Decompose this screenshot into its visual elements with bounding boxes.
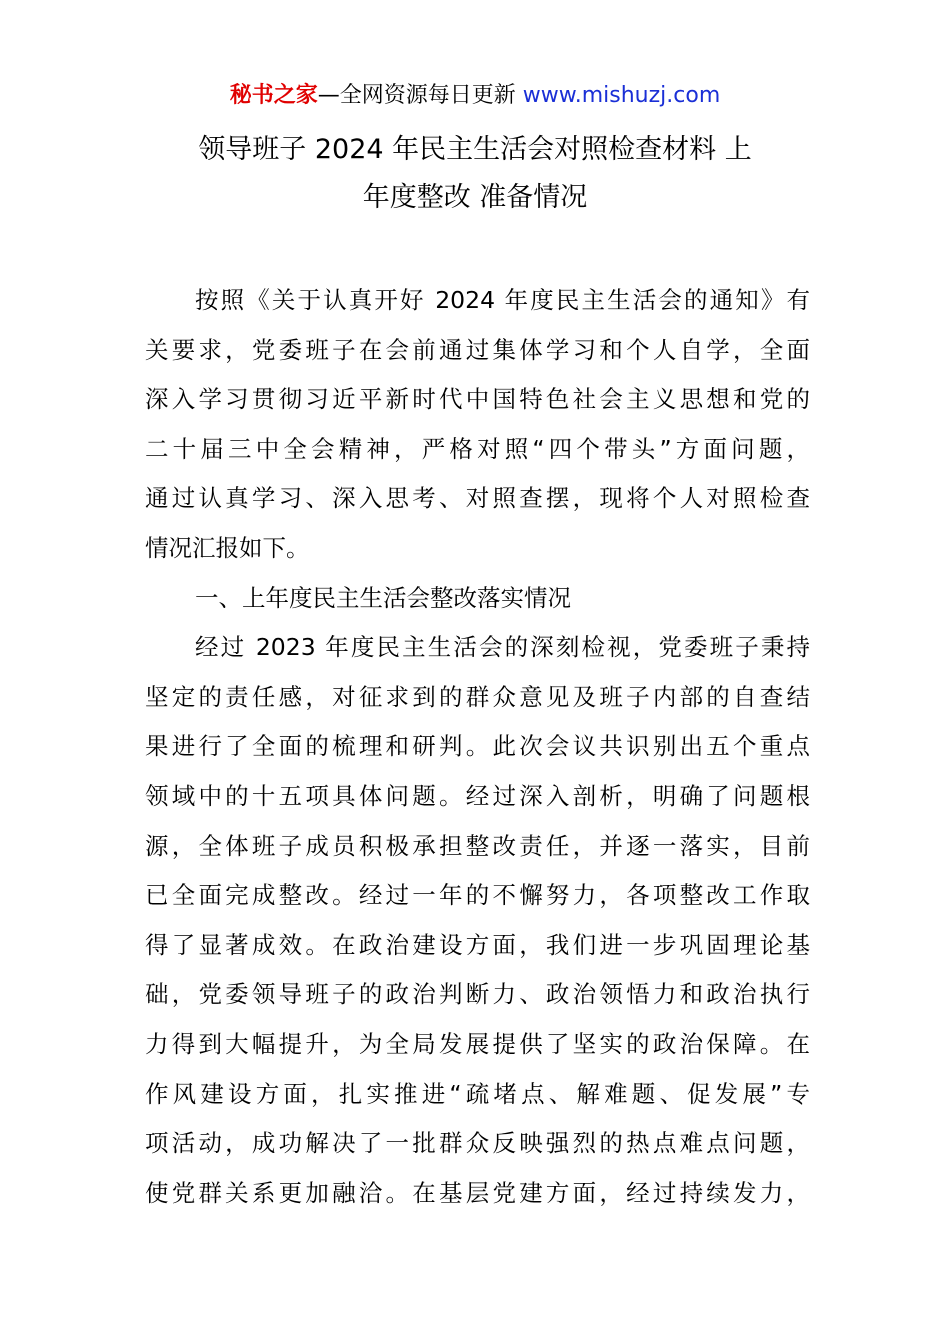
section-heading: 一、上年度民主生活会整改落实情况 [195,583,571,612]
body-line: 项活动，成功解决了一批群众反映强烈的热点难点问题， [145,1129,810,1158]
body-line: 使党群关系更加融洽。在基层党建方面，经过持续发力， [145,1178,810,1207]
body-line: 深入学习贯彻习近平新时代中国特色社会主义思想和党的 [145,385,810,414]
body-line: 通过认真学习、深入思考、对照查摆，现将个人对照检查 [145,484,810,513]
body-line: 坚定的责任感，对征求到的群众意见及班子内部的自查结 [145,682,810,711]
body-line: 经过 2023 年度民主生活会的深刻检视，党委班子秉持 [195,633,810,662]
body-line: 果进行了全面的梳理和研判。此次会议共识别出五个重点 [145,732,810,761]
document-title [140,126,810,222]
site-header [0,80,950,112]
body-line: 源，全体班子成员积极承担整改责任，并逐一落实，目前 [145,831,810,860]
body-line: 情况汇报如下。 [145,533,310,562]
body-line: 得了显著成效。在政治建设方面，我们进一步巩固理论基 [145,930,810,959]
header-tagline: —全网资源每日更新 [317,83,523,108]
title-line-1: 领导班子 2024 年民主生活会对照检查材料 上 [198,134,752,165]
body-line: 二十届三中全会精神，严格对照“四个带头”方面问题， [145,434,810,463]
document-body [145,276,810,1218]
body-line: 作风建设方面，扎实推进“疏堵点、解难题、促发展”专 [145,1079,810,1108]
body-line: 已全面完成整改。经过一年的不懈努力，各项整改工作取 [145,881,810,910]
body-line: 础，党委领导班子的政治判断力、政治领悟力和政治执行 [145,980,810,1009]
brand-name: 秘书之家 [229,83,318,108]
title-line-2: 年度整改 准备情况 [362,182,588,213]
body-line: 按照《关于认真开好 2024 年度民主生活会的通知》有 [195,286,810,314]
site-url-link[interactable]: www.mishuzj.com [522,83,721,108]
body-line: 关要求，党委班子在会前通过集体学习和个人自学，全面 [145,335,810,364]
body-line: 力得到大幅提升，为全局发展提供了坚实的政治保障。在 [145,1029,810,1058]
body-line: 领域中的十五项具体问题。经过深入剖析，明确了问题根 [145,781,810,810]
